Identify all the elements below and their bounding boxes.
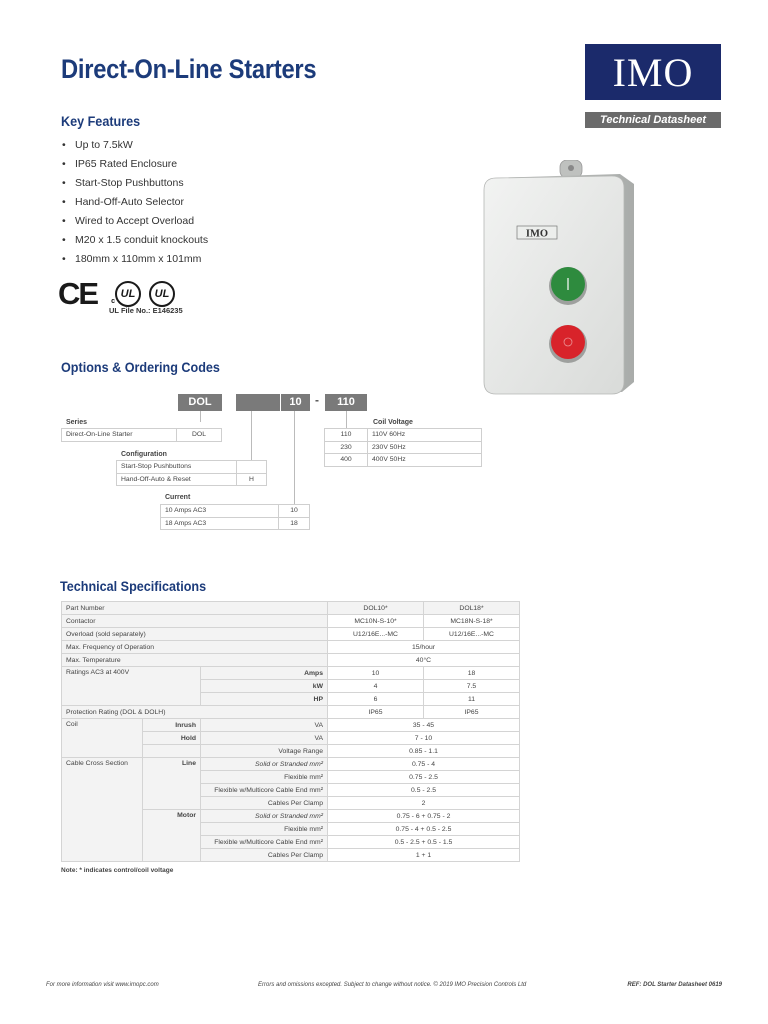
cell: 10 <box>279 505 310 518</box>
cell: Part Number <box>62 602 328 615</box>
cell: 7.5 <box>424 680 520 693</box>
connector-line <box>200 411 201 422</box>
current-table <box>160 504 310 530</box>
current-label: Current <box>165 494 191 501</box>
cell: 18 Amps AC3 <box>161 517 279 530</box>
cell: 0.75 - 6 + 0.75 - 2 <box>328 810 520 823</box>
footer-reference: REF: DOL Starter Datasheet 0619 <box>627 982 722 988</box>
footer-disclaimer: Errors and omissions excepted. Subject to change without notice. © 2019 IMO Precision Controls Ltd <box>258 982 527 988</box>
key-features-heading: Key Features <box>61 113 141 129</box>
cell: Ratings AC3 at 400V <box>62 667 201 706</box>
cell: Overload (sold separately) <box>62 628 328 641</box>
cell: Direct-On-Line Starter <box>62 429 177 442</box>
specs-heading: Technical Specifications <box>60 578 207 594</box>
cell: 0.5 - 2.5 + 0.5 - 1.5 <box>328 836 520 849</box>
cell: Cables Per Clamp <box>201 849 328 862</box>
cell: MC18N-S-18* <box>424 615 520 628</box>
cell <box>143 745 201 758</box>
table-row <box>62 602 520 615</box>
cell: 18 <box>424 667 520 680</box>
cell: 0.75 - 2.5 <box>328 771 520 784</box>
specifications-table <box>61 601 520 862</box>
configuration-label: Configuration <box>121 451 167 458</box>
cell: Inrush <box>143 719 201 732</box>
cul-prefix: c <box>111 297 115 305</box>
connector-line <box>346 411 347 428</box>
table-row <box>62 429 222 442</box>
ordering-heading: Options & Ordering Codes <box>61 359 220 375</box>
feature-item: • Start-Stop Pushbuttons <box>62 174 208 193</box>
ul-file-number: UL File No.: E146235 <box>109 306 183 315</box>
cell: Flexible w/Multicore Cable End mm² <box>201 836 328 849</box>
cell: 10 Amps AC3 <box>161 505 279 518</box>
cell: 6 <box>328 693 424 706</box>
cell: Solid or Stranded mm² <box>201 810 328 823</box>
coil-voltage-table <box>324 428 482 467</box>
logo-text: IMO <box>612 49 694 95</box>
ul-mark-icon: UL <box>149 281 175 307</box>
cell: VA <box>201 719 328 732</box>
table-row <box>62 706 520 719</box>
table-row <box>161 505 310 518</box>
footnote: Note: * indicates control/coil voltage <box>61 867 174 874</box>
ce-mark-icon: CE <box>58 276 98 311</box>
cell: 18 <box>279 517 310 530</box>
code-series: DOL <box>178 394 222 411</box>
cell: Flexible mm² <box>201 771 328 784</box>
cell: Solid or Stranded mm² <box>201 758 328 771</box>
connector-line <box>294 411 295 505</box>
dol-starter-product-image <box>482 160 637 395</box>
code-coil-voltage: 110 <box>325 394 367 411</box>
cell: 400V 50Hz <box>368 454 482 467</box>
cell: Max. Frequency of Operation <box>62 641 328 654</box>
table-row <box>62 615 520 628</box>
cell: 0.75 - 4 <box>328 758 520 771</box>
cell: 35 - 45 <box>328 719 520 732</box>
table-row <box>161 517 310 530</box>
cell: Cable Cross Section <box>62 758 143 862</box>
cell: IP65 <box>328 706 424 719</box>
feature-item: • Wired to Accept Overload <box>62 212 208 231</box>
series-label: Series <box>66 419 88 426</box>
feature-item: • Hand-Off-Auto Selector <box>62 193 208 212</box>
brand-plate-text: IMO <box>525 228 549 240</box>
table-row <box>62 667 520 680</box>
cell: 0.75 - 4 + 0.5 - 2.5 <box>328 823 520 836</box>
cell: 0.85 - 1.1 <box>328 745 520 758</box>
cell: Flexible w/Multicore Cable End mm² <box>201 784 328 797</box>
datasheet-label: Technical Datasheet <box>585 112 721 128</box>
cul-mark-icon: UL <box>115 281 141 307</box>
cell: DOL10* <box>328 602 424 615</box>
cell: Start-Stop Pushbuttons <box>117 461 237 474</box>
table-row <box>62 628 520 641</box>
stop-button-icon <box>551 325 585 359</box>
table-row <box>62 758 520 771</box>
imo-logo <box>585 44 721 100</box>
cell: MC10N-S-10* <box>328 615 424 628</box>
table-row <box>117 473 267 486</box>
cell: Protection Rating (DOL & DOLH) <box>62 706 328 719</box>
connector-line <box>251 411 252 461</box>
cell: U12/16E...-MC <box>328 628 424 641</box>
coil-voltage-label: Coil Voltage <box>373 419 413 426</box>
cell: 230 <box>325 441 368 454</box>
cell: 40°C <box>328 654 520 667</box>
page-title: Direct-On-Line Starters <box>61 54 317 84</box>
cell: HP <box>201 693 328 706</box>
code-separator: - <box>315 393 319 407</box>
cell: 1 + 1 <box>328 849 520 862</box>
table-row <box>62 654 520 667</box>
cell: 110 <box>325 429 368 442</box>
feature-item: • IP65 Rated Enclosure <box>62 155 208 174</box>
cell: 4 <box>328 680 424 693</box>
cell: IP65 <box>424 706 520 719</box>
code-current: 10 <box>281 394 310 411</box>
table-row <box>62 641 520 654</box>
cell: 10 <box>328 667 424 680</box>
feature-item: • 180mm x 110mm x 101mm <box>62 250 208 269</box>
feature-item: • M20 x 1.5 conduit knockouts <box>62 231 208 250</box>
cell: Amps <box>201 667 328 680</box>
cell: DOL <box>177 429 222 442</box>
cell <box>237 461 267 474</box>
table-row <box>325 429 482 442</box>
cell: Line <box>143 758 201 810</box>
cell: 0.5 - 2.5 <box>328 784 520 797</box>
code-configuration <box>236 394 280 411</box>
cell: 7 - 10 <box>328 732 520 745</box>
cell: VA <box>201 732 328 745</box>
table-row <box>325 441 482 454</box>
footer-website: For more information visit www.imopc.com <box>46 982 159 988</box>
features-list <box>62 136 208 269</box>
cell: 230V 50Hz <box>368 441 482 454</box>
cell: kW <box>201 680 328 693</box>
table-row <box>117 461 267 474</box>
cell: Coil <box>62 719 143 758</box>
table-row <box>62 719 520 732</box>
table-row <box>325 454 482 467</box>
cell: 11 <box>424 693 520 706</box>
cell: DOL18* <box>424 602 520 615</box>
cell: 2 <box>328 797 520 810</box>
cell: H <box>237 473 267 486</box>
cell: Cables Per Clamp <box>201 797 328 810</box>
cell: Max. Temperature <box>62 654 328 667</box>
cell: Flexible mm² <box>201 823 328 836</box>
cell: Hold <box>143 732 201 745</box>
cell: Hand-Off-Auto & Reset <box>117 473 237 486</box>
configuration-table <box>116 460 267 486</box>
cell: Contactor <box>62 615 328 628</box>
cell: Motor <box>143 810 201 862</box>
cell: U12/16E...-MC <box>424 628 520 641</box>
cell: 110V 60Hz <box>368 429 482 442</box>
cell: 15/hour <box>328 641 520 654</box>
cell: 400 <box>325 454 368 467</box>
series-table <box>61 428 222 442</box>
feature-item: • Up to 7.5kW <box>62 136 208 155</box>
cell: Voltage Range <box>201 745 328 758</box>
